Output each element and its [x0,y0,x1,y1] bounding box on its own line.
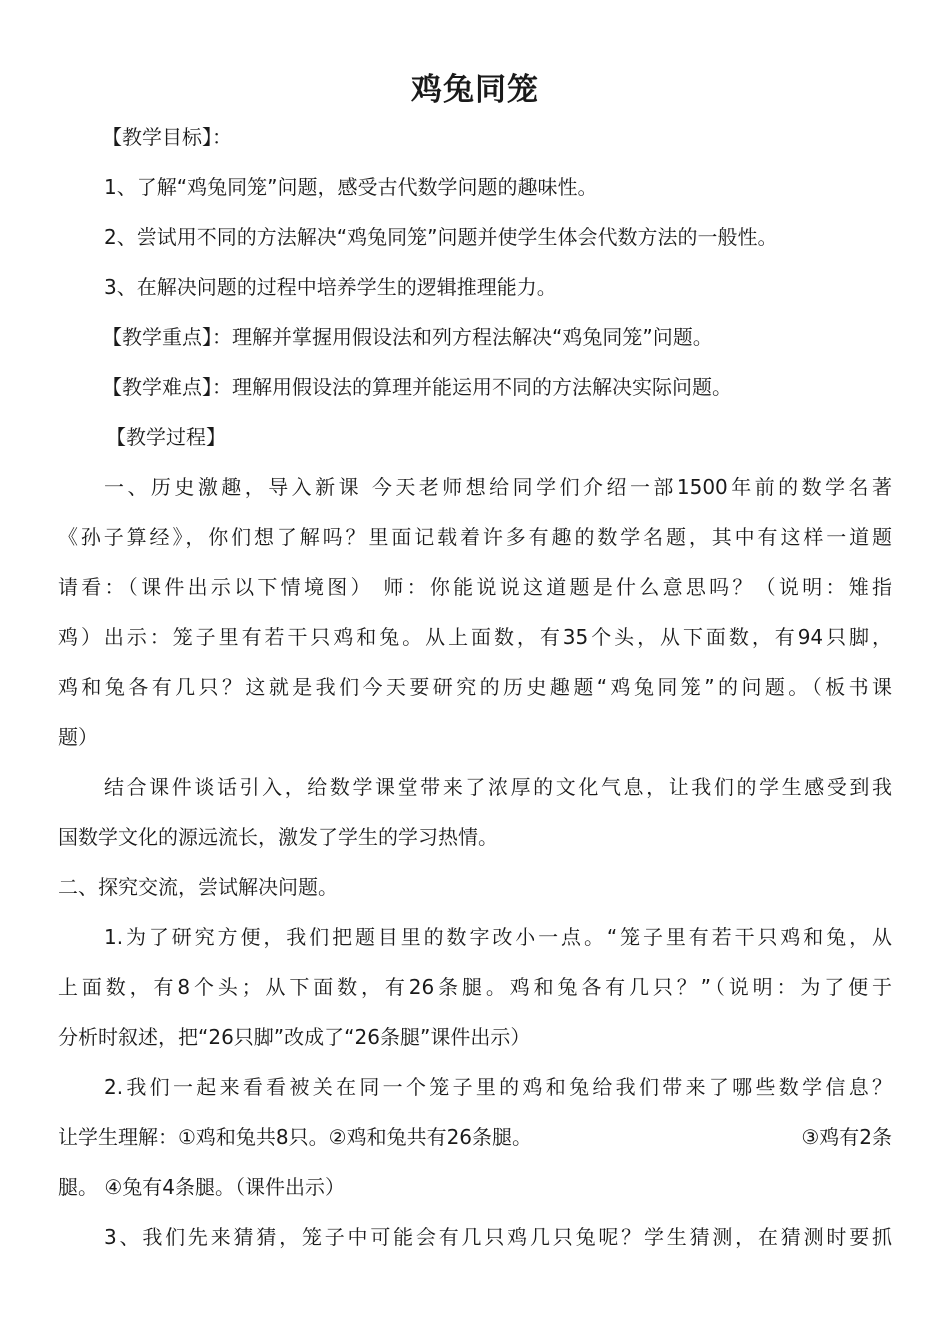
goal-item-3: 3、在解决问题的过程中培养学生的逻辑推理能力。 [104,275,557,299]
info-segment-right: ③鸡有2条 [801,1125,892,1149]
paragraph-line: 上面数，有8个头；从下面数，有26条腿。鸡和兔各有几只？”（说明：为了便于 [58,975,892,999]
paragraph-line: 鸡和兔各有几只？这就是我们今天要研究的历史趣题“鸡兔同笼”的问题。（板书课 [58,675,892,699]
teaching-key-point: 【教学重点】：理解并掌握用假设法和列方程法解决“鸡兔同笼”问题。 [102,325,713,349]
paragraph-line: 腿。 ④兔有4条腿。（课件出示） [58,1175,346,1199]
goal-item-2: 2、尝试用不同的方法解决“鸡兔同笼”问题并使学生体会代数方法的一般性。 [104,225,778,249]
document-title: 鸡兔同笼 [411,72,539,108]
info-segment-left: 让学生理解：①鸡和兔共8只。②鸡和兔共有26条腿。 [58,1125,533,1149]
paragraph-line: 3、我们先来猜猜，笼子中可能会有几只鸡几只兔呢？学生猜测，在猜测时要抓 [104,1225,892,1249]
paragraph-line: 结合课件谈话引入，给数学课堂带来了浓厚的文化气息，让我们的学生感受到我 [104,775,892,799]
paragraph-line: 2.我们一起来看看被关在同一个笼子里的鸡和兔给我们带来了哪些数学信息？ [104,1075,892,1099]
paragraph-line: 一、历史激趣，导入新课 今天老师想给同学们介绍一部1500年前的数学名著 [104,475,892,499]
paragraph-line-info [58,1122,892,1152]
heading-teaching-process: 【教学过程】 [106,425,226,449]
teaching-difficulty: 【教学难点】：理解用假设法的算理并能运用不同的方法解决实际问题。 [102,375,732,399]
paragraph-line: 1.为了研究方便，我们把题目里的数字改小一点。“笼子里有若干只鸡和兔，从 [104,925,892,949]
paragraph-line: 国数学文化的源远流长，激发了学生的学习热情。 [58,825,498,849]
heading-teaching-goals: 【教学目标】： [102,125,232,149]
goal-item-1: 1、了解“鸡兔同笼”问题，感受古代数学问题的趣味性。 [104,175,598,199]
paragraph-line: 鸡）出示：笼子里有若干只鸡和兔。从上面数，有35个头，从下面数，有94只脚， [58,625,892,649]
section-heading-explore: 二、探究交流，尝试解决问题。 [58,875,338,899]
paragraph-line: 《孙子算经》，你们想了解吗？里面记载着许多有趣的数学名题，其中有这样一道题 [58,525,892,549]
paragraph-line: 请看：（课件出示以下情境图） 师：你能说说这道题是什么意思吗？（说明：雉指 [58,575,892,599]
paragraph-line: 题） [58,725,98,749]
paragraph-line: 分析时叙述，把“26只脚”改成了“26条腿”课件出示） [58,1025,531,1049]
